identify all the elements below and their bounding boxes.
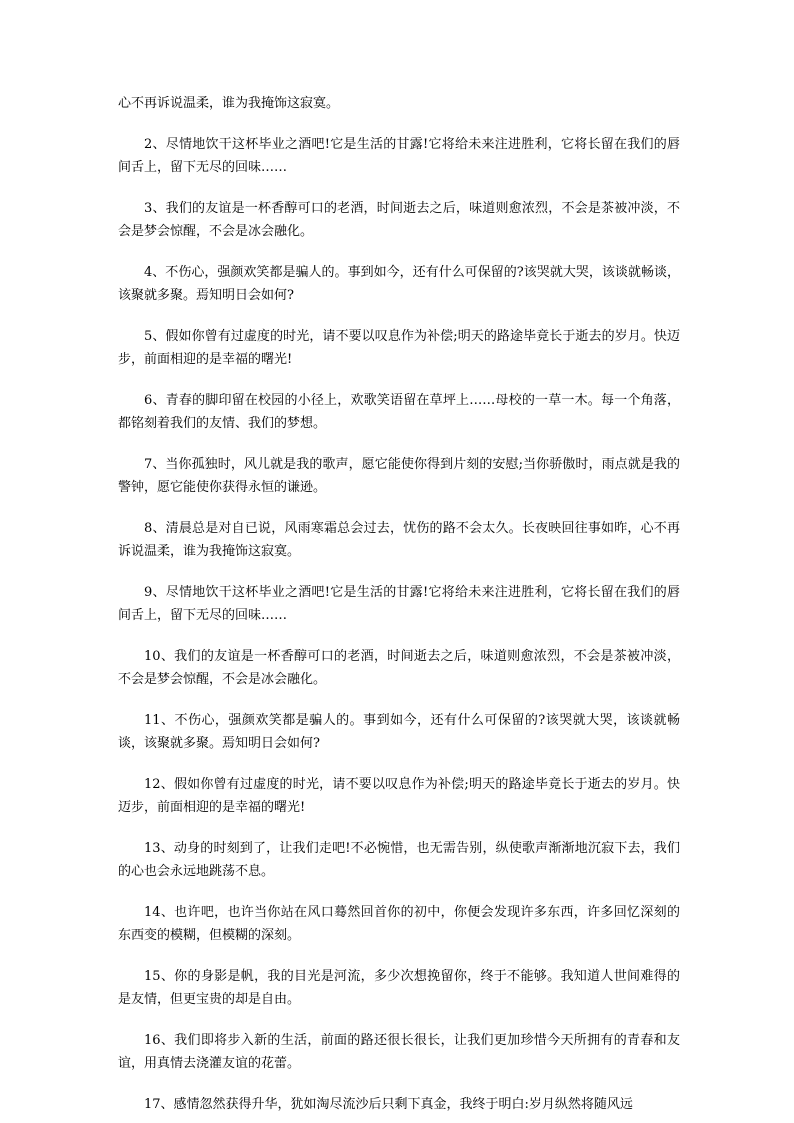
document-page (118, 92, 680, 1116)
intro-line: 心不再诉说温柔，谁为我掩饰这寂寞。 (118, 96, 340, 111)
paragraph-2: 2、尽情地饮干这杯毕业之酒吧!它是生活的甘露!它将给未来注进胜利，它将长留在我们的唇间舌上，留下无尽的回味…… (118, 137, 680, 175)
paragraph-16: 16、我们即将步入新的生活，前面的路还很长很长，让我们更加珍惜今天所拥有的青春和友谊，用真情去浇灌友谊的花蕾。 (118, 1033, 680, 1071)
paragraph-5: 5、假如你曾有过虚度的时光，请不要以叹息作为补偿;明天的路途毕竟长于逝去的岁月。快迈步，前面相迎的是幸福的曙光! (118, 329, 680, 367)
paragraph-9: 9、尽情地饮干这杯毕业之酒吧!它是生活的甘露!它将给未来注进胜利，它将长留在我们的唇间舌上，留下无尽的回味…… (118, 585, 680, 623)
paragraph-13: 13、动身的时刻到了，让我们走吧!不必惋惜，也无需告别，纵使歌声渐渐地沉寂下去，我们的心也会永远地跳荡不息。 (118, 841, 680, 879)
paragraph-6: 6、青春的脚印留在校园的小径上，欢歌笑语留在草坪上……母校的一草一木。每一个角落，都铭刻着我们的友情、我们的梦想。 (118, 393, 680, 431)
paragraph-4: 4、不伤心，强颜欢笑都是骗人的。事到如今，还有什么可保留的?该哭就大哭，该谈就畅谈，该聚就多聚。焉知明日会如何? (118, 265, 680, 303)
paragraph-17: 17、感情忽然获得升华，犹如淘尽流沙后只剩下真金，我终于明白:岁月纵然将随风远 (144, 1097, 633, 1112)
paragraph-3: 3、我们的友谊是一杯香醇可口的老酒，时间逝去之后，味道则愈浓烈，不会是茶被冲淡，不会是梦会惊醒，不会是冰会融化。 (118, 201, 680, 239)
paragraph-10: 10、我们的友谊是一杯香醇可口的老酒，时间逝去之后，味道则愈浓烈，不会是茶被冲淡，不会是梦会惊醒，不会是冰会融化。 (118, 649, 680, 687)
paragraph-7: 7、当你孤独时，风儿就是我的歌声，愿它能使你得到片刻的安慰;当你骄傲时，雨点就是我的警钟，愿它能使你获得永恒的谦逊。 (118, 457, 680, 495)
paragraph-12: 12、假如你曾有过虚度的时光，请不要以叹息作为补偿;明天的路途毕竟长于逝去的岁月。快迈步，前面相迎的是幸福的曙光! (118, 777, 680, 815)
paragraph-11: 11、不伤心，强颜欢笑都是骗人的。事到如今，还有什么可保留的?该哭就大哭，该谈就畅谈，该聚就多聚。焉知明日会如何? (118, 713, 680, 751)
paragraph-15: 15、你的身影是帆，我的目光是河流，多少次想挽留你，终于不能够。我知道人世间难得的是友情，但更宝贵的却是自由。 (118, 969, 680, 1007)
paragraph-8: 8、清晨总是对自已说，风雨寒霜总会过去，忧伤的路不会太久。长夜映回往事如昨，心不再诉说温柔，谁为我掩饰这寂寞。 (118, 521, 680, 559)
paragraph-14: 14、也许吧，也许当你站在风口蓦然回首你的初中，你便会发现许多东西，许多回忆深刻的东西变的模糊，但模糊的深刻。 (118, 905, 680, 943)
